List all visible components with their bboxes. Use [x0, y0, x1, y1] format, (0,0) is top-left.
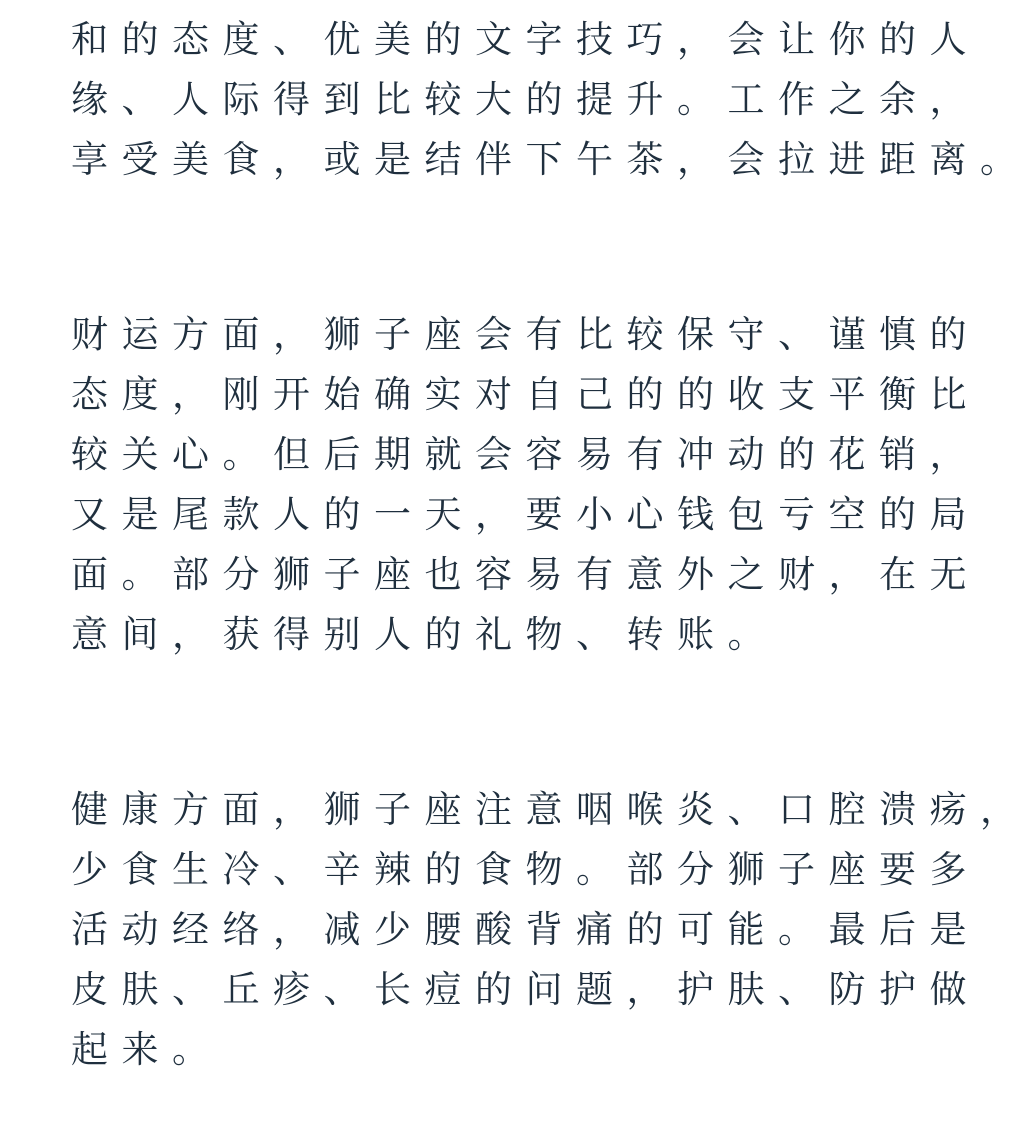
text-line: 和的态度、优美的文字技巧，会让你的人 [71, 18, 980, 61]
paragraph-spacer [71, 190, 811, 305]
text-line: 起来。 [71, 1028, 223, 1071]
text-line: 较关心。但后期就会容易有冲动的花销， [71, 433, 980, 476]
paragraph-health [71, 780, 1031, 1080]
text-line: 享受美食，或是结伴下午茶，会拉进距离。 [71, 138, 1031, 181]
text-line: 皮肤、丘疹、长痘的问题，护肤、防护做 [71, 968, 980, 1011]
text-line: 意间，获得别人的礼物、转账。 [71, 613, 778, 656]
text-line: 又是尾款人的一天，要小心钱包亏空的局 [71, 493, 980, 536]
paragraph-finance [71, 305, 980, 665]
paragraph-spacer [71, 665, 811, 780]
text-line: 缘、人际得到比较大的提升。工作之余， [71, 78, 980, 121]
text-line: 面。部分狮子座也容易有意外之财，在无 [71, 553, 980, 596]
text-line: 态度，刚开始确实对自己的的收支平衡比 [71, 373, 980, 416]
paragraph-social [71, 10, 1031, 190]
text-line: 健康方面，狮子座注意咽喉炎、口腔溃疡， [71, 788, 1031, 831]
text-line: 少食生冷、辛辣的食物。部分狮子座要多 [71, 848, 980, 891]
text-line: 活动经络，减少腰酸背痛的可能。最后是 [71, 908, 980, 951]
text-line: 财运方面，狮子座会有比较保守、谨慎的 [71, 313, 980, 356]
article-body [71, 10, 1031, 1080]
